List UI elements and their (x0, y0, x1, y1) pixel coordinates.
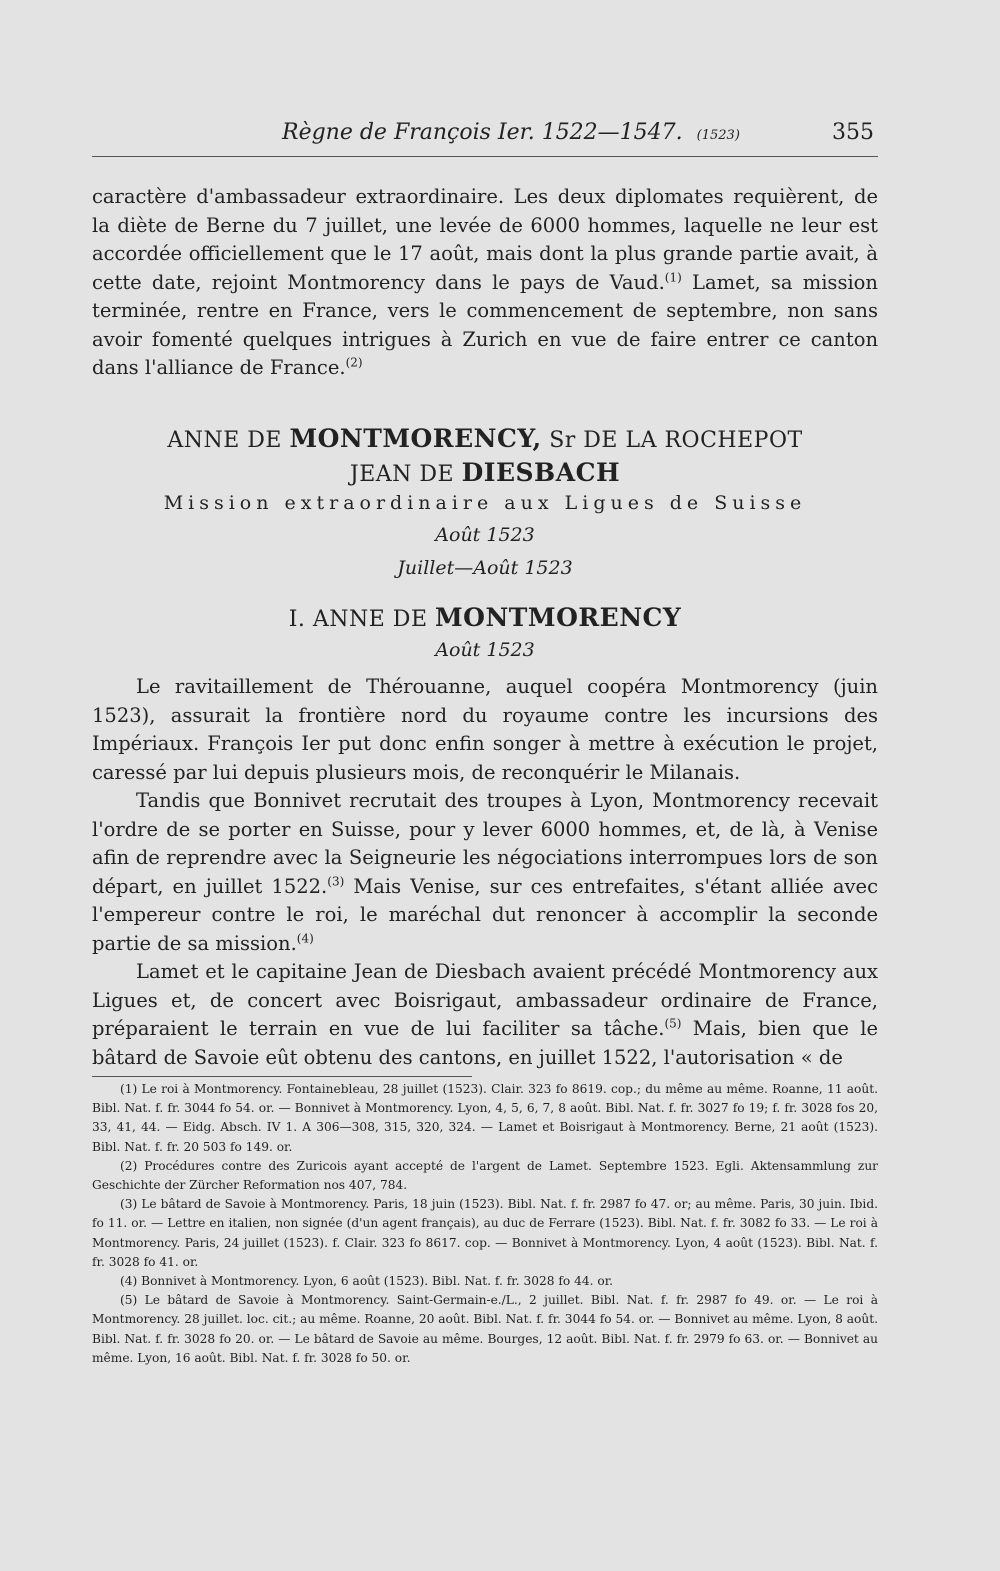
footnote-4: (4) Bonnivet à Montmorency. Lyon, 6 août (1523). Bibl. Nat. f. fr. 3028 fo 44. or. (120, 1274, 614, 1289)
footnote-3: (3) Le bâtard de Savoie à Montmorency. Paris, 18 juin (1523). Bibl. Nat. f. fr. 2987 fo 47. or; au même. Paris, 30 juin. Ibid. fo 11. or. — Lettre en italien, non signée (d'un agent français), au duc de Ferrare (1523). Bibl. Nat. f. fr. 3082 fo 33. — Le roi à Montmorency. Paris, 24 juillet (1523). f. Clair. 323 fo 8617. cop. — Bonnivet à Montmorency. Lyon, 4 août (1523). Bibl. Nat. f. fr. 3028 fo 41. or. (92, 1197, 878, 1269)
heading-part: I. ANNE DE (288, 607, 435, 632)
heading-name-montmorency: MONTMORENCY, (289, 424, 542, 453)
section-date-2: Juillet—Août 1523 (397, 557, 573, 579)
footnote-2: (2) Procédures contre des Zuricois ayant accepté de l'argent de Lamet. Septembre 1523. Egli. Aktensammlung zur Geschichte der Zürcher Reformation nos 407, 784. (92, 1158, 878, 1193)
paragraph-2-text-b: Mais Venise, sur ces entrefaites, s'étant alliée avec l'empereur contre le roi, le maréchal dut renoncer à accomplir la seconde partie de sa mission. (92, 874, 878, 955)
section-date-1: Août 1523 (435, 524, 535, 546)
section-heading-line1 (92, 424, 878, 453)
section-heading-line2 (92, 458, 878, 487)
running-year: (1523) (696, 128, 740, 143)
page-number: 355 (832, 120, 874, 145)
subsection-heading (92, 603, 878, 632)
footnotes (92, 1080, 878, 1368)
footnote-ref-5[interactable]: (5) (664, 1016, 682, 1031)
paragraph-1: Le ravitaillement de Thérouanne, auquel coopéra Montmorency (juin 1523), assurait la frontière nord du royaume contre les incursions des Impériaux. François Ier put donc enfin songer à mettre à exécution le projet, caressé par lui depuis plusieurs mois, de reconquérir le Milanais. (92, 675, 878, 784)
heading-part: ANNE DE (167, 428, 290, 453)
paragraph-2 (92, 787, 878, 958)
main-text (92, 673, 878, 1072)
footnote-ref-4[interactable]: (4) (296, 931, 314, 945)
paragraph-3 (92, 958, 878, 1072)
footnote-1: (1) Le roi à Montmorency. Fontainebleau, 28 juillet (1523). Clair. 323 fo 8619. cop.; du même au même. Roanne, 11 août. Bibl. Nat. f. fr. 3044 fo 54. or. — Bonnivet à Montmorency. Lyon, 4, 5, 6, 7, 8 août. Bibl. Nat. f. fr. 3027 fo 19; f. fr. 3028 fos 20, 33, 41, 44. — Eidg. Absch. IV 1. A 306—308, 315, 320, 324. — Lamet et Boisrigaut à Montmorency. Berne, 21 août (1523). Bibl. Nat. f. fr. 20 503 fo 149. or. (92, 1082, 878, 1154)
paragraph-3-text: Lamet et le capitaine Jean de Diesbach avaient précédé Montmorency aux Ligues et, de concert avec Boisrigaut, ambassadeur ordinaire de France, préparaient le terrain en vue de lui faciliter sa tâche. (92, 960, 878, 1040)
footnote-ref-3[interactable]: (3) (327, 874, 345, 888)
footnote-5: (5) Le bâtard de Savoie à Montmorency. Saint-Germain-e./L., 2 juillet. Bibl. Nat. f. fr. 2987 fo 49. or. — Le roi à Montmorency. 28 juillet. loc. cit.; au même. Roanne, 20 août. Bibl. Nat. f. fr. 3044 fo 54. or. — Bonnivet au même. Lyon, 8 août. Bibl. Nat. f. fr. 3028 fo 20. or. — Le bâtard de Savoie au même. Bourges, 12 août. Bibl. Nat. f. fr. 2979 fo 63. or. — Bonnivet au même. Lyon, 16 août. Bibl. Nat. f. fr. 3028 fo 50. or. (92, 1293, 878, 1365)
footnote-ref-2[interactable]: (2) (345, 355, 363, 370)
heading-name-diesbach: DIESBACH (461, 458, 621, 487)
running-header (92, 120, 878, 157)
mission-title: Mission extraordinaire aux Ligues de Suisse (163, 492, 807, 514)
footnote-divider (92, 1076, 472, 1077)
intro-text: caractère d'ambassadeur extraordinaire. Les deux diplomates requièrent, de la diète de Berne du 7 juillet, une levée de 6000 hommes, laquelle ne leur est accordée officiellement que le 17 août, mais dont la plus grande partie avait, à cette date, rejoint Montmorency dans le pays de Vaud. (92, 185, 878, 294)
paragraph-3-text-b: Mais, bien que le bâtard de Savoie eût obtenu des cantons, en juillet 1522, l'autorisation « de (92, 1017, 878, 1069)
heading-part: JEAN DE (349, 462, 462, 487)
running-title (282, 120, 740, 145)
footnote-ref-1[interactable]: (1) (664, 270, 682, 284)
running-title-text: Règne de François Ier. 1522—1547. (282, 120, 683, 145)
intro-text-2: Lamet, sa mission terminée, rentre en France, vers le commencement de septembre, non sans avoir fomenté quelques intrigues à Zurich en vue de faire entrer ce canton dans l'alliance de France. (92, 270, 878, 379)
heading-part: Sr DE LA ROCHEPOT (541, 428, 803, 453)
subsection-date: Août 1523 (435, 639, 535, 661)
intro-paragraph (92, 183, 878, 383)
paragraph-2-text: Tandis que Bonnivet recrutait des troupes à Lyon, Montmorency recevait l'ordre de se porter en Suisse, pour y lever 6000 hommes, et, de là, à Venise afin de reprendre avec la Seigneurie les négociations interrompues lors de son départ, en juillet 1522. (92, 789, 878, 898)
heading-name: MONTMORENCY (435, 603, 682, 632)
